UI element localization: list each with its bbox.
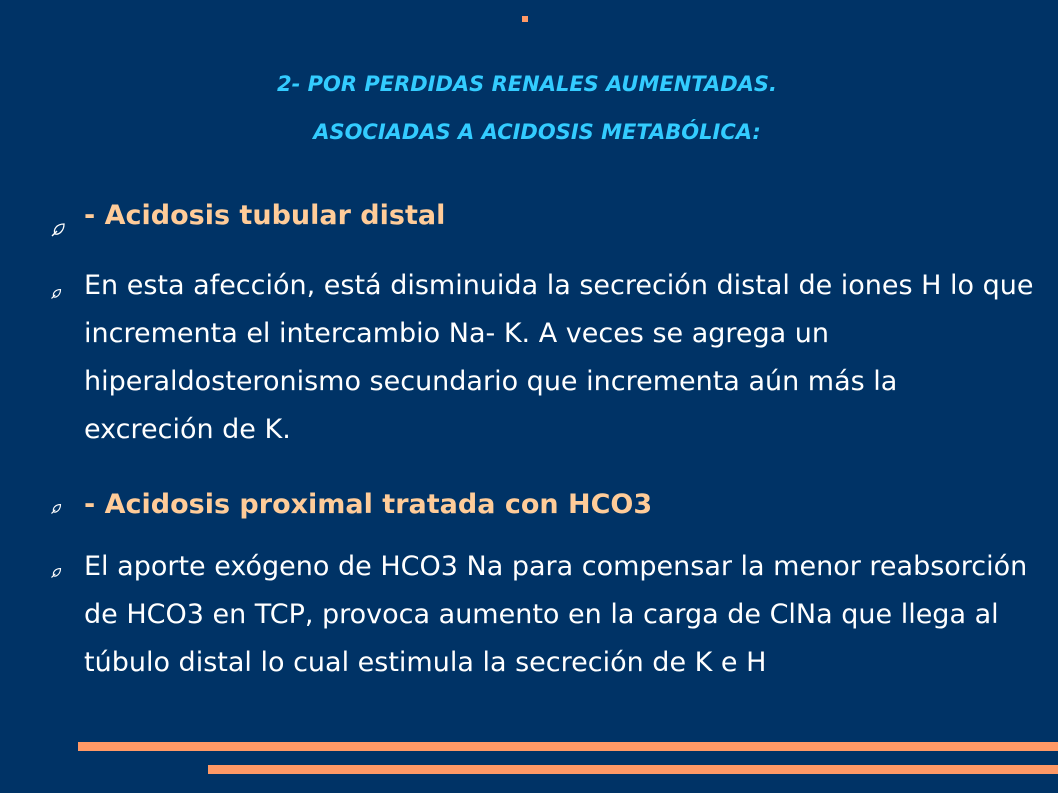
- list-item-heading-acidosis-proximal: - Acidosis proximal tratada con HCO3: [84, 489, 653, 520]
- leaf-bullet-icon: [50, 503, 62, 515]
- leaf-bullet-icon: [50, 222, 66, 238]
- leaf-bullet-icon: [50, 567, 62, 579]
- list-item-heading-acidosis-tubular-distal: - Acidosis tubular distal: [84, 200, 446, 231]
- leaf-bullet-icon: [50, 288, 62, 300]
- dot-icon: [522, 16, 528, 22]
- list-item-body-proximal: El aporte exógeno de HCO3 Na para compensar la menor reabsorción de HCO3 en TCP, provoca aumento en la carga de ClNa que llega al túbulo distal lo cual estimula la secreción de K e H: [84, 551, 1028, 678]
- decorative-rule-top: [78, 742, 1058, 751]
- slide-title-line-1: 2- POR PERDIDAS RENALES AUMENTADAS.: [276, 72, 778, 96]
- slide-title-line-2: ASOCIADAS A ACIDOSIS METABÓLICA:: [313, 120, 761, 144]
- decorative-rule-bottom: [208, 765, 1058, 774]
- list-item-body-tubular-distal: En esta afección, está disminuida la secreción distal de iones H lo que incrementa el intercambio Na- K. A veces se agrega un hiperaldosteronismo secundario que incrementa aún más la excreción de K.: [84, 270, 1034, 445]
